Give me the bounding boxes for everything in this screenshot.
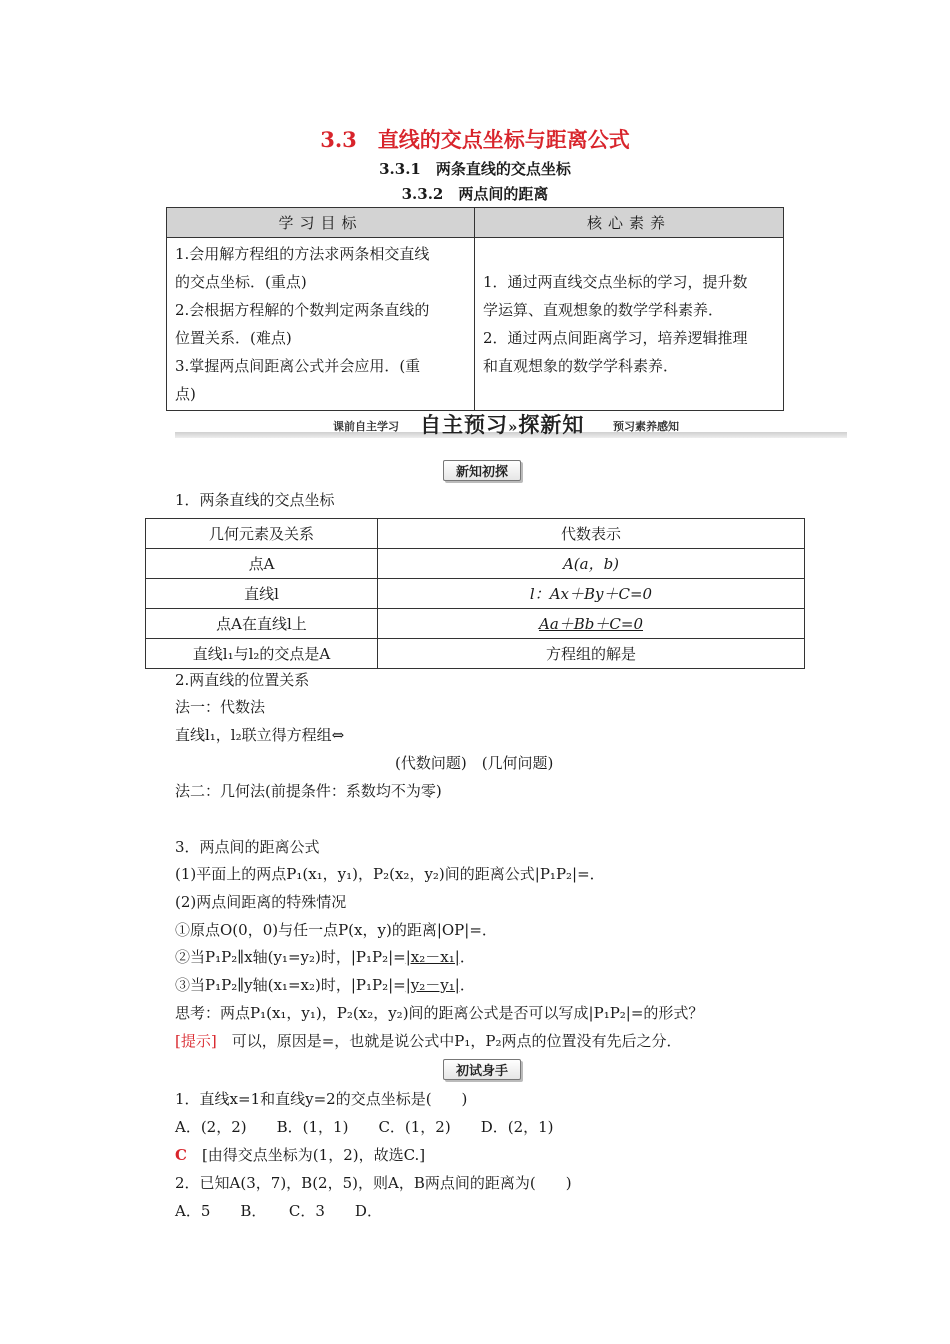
s3-line-4-text: ②当P₁P₂∥x轴(y₁=y₂)时，|P₁P₂|= xyxy=(175,948,406,966)
t1-cell: Aa＋Bb＋C=0 xyxy=(378,609,805,639)
goals-header-right: 核心素养 xyxy=(475,208,784,238)
method-2: 法二：几何法(前提条件：系数均不为零) xyxy=(175,782,442,800)
goals-header-left: 学习目标 xyxy=(167,208,475,238)
goal-line: 1.会用解方程组的方法求两条相交直线 xyxy=(175,245,430,263)
q1-stem: 1．直线x=1和直线y=2的交点坐标是( ) xyxy=(175,1090,468,1108)
literacy-line: 学运算、直观想象的数学学科素养． xyxy=(483,301,724,319)
s3-line-4-answer: |x₂－x₁| xyxy=(405,948,460,966)
s3-line-2: (2)两点间距离的特殊情况 xyxy=(175,893,347,911)
q2-stem: 2．已知A(3，7)，B(2，5)，则A，B两点间的距离为( ) xyxy=(175,1174,572,1192)
literacy-line: 2．通过两点间距离学习，培养逻辑推理 xyxy=(483,329,748,347)
method-1: 法一：代数法 xyxy=(175,698,266,716)
banner-main-text-2: 探新知 xyxy=(518,412,585,437)
s3-line-5 xyxy=(175,975,475,995)
banner-right-label: 预习素养感知 xyxy=(613,420,679,433)
tag-new-knowledge: 新知初探 xyxy=(443,460,521,481)
method-1-text: 直线l₁，l₂联立得方程组⇔ xyxy=(175,726,345,744)
section-1-heading: 1．两条直线的交点坐标 xyxy=(175,491,335,509)
q1-answer: C xyxy=(175,1146,187,1164)
q1-options: A．(2，2) B．(1，1) C．(1，2) D．(2，1) xyxy=(175,1118,554,1136)
t1-cell: 直线l₁与l₂的交点是A xyxy=(146,639,378,669)
banner-title xyxy=(420,409,584,439)
t1-header-right: 代数表示 xyxy=(378,519,805,549)
banner-arrow-icon: » xyxy=(508,418,519,436)
goals-left-cell xyxy=(167,238,475,411)
hint-line xyxy=(175,1031,682,1051)
s3-line-5-end: ． xyxy=(459,976,475,994)
t1-header-left: 几何元素及关系 xyxy=(146,519,378,549)
s3-line-1: (1)平面上的两点P₁(x₁，y₁)，P₂(x₂，y₂)间的距离公式|P₁P₂|=． xyxy=(175,865,605,883)
subtitle-1: 3.3.1 两条直线的交点坐标 xyxy=(379,160,571,178)
goal-line: 点) xyxy=(175,385,196,403)
literacy-line: 1．通过两直线交点坐标的学习，提升数 xyxy=(483,273,748,291)
t1-cell: 方程组的解是 xyxy=(378,639,805,669)
s3-line-5-text: ③当P₁P₂∥y轴(x₁=x₂)时，|P₁P₂|= xyxy=(175,976,406,994)
hint-text: 可以，原因是=，也就是说公式中P₁，P₂两点的位置没有先后之分． xyxy=(216,1032,682,1050)
section-3-heading: 3．两点间的距离公式 xyxy=(175,838,320,856)
tag-first-try: 初试身手 xyxy=(443,1059,521,1080)
t1-cell: l：Ax＋By＋C=0 xyxy=(378,579,805,609)
t1-cell: 点A xyxy=(146,549,378,579)
t1-cell: A(a，b) xyxy=(378,549,805,579)
q1-explain: [由得交点坐标为(1，2)，故选C.] xyxy=(186,1146,426,1164)
s3-line-5-answer: |y₂－y₁| xyxy=(405,976,460,994)
goal-line: 的交点坐标．(重点) xyxy=(175,273,307,291)
q1-answer-line xyxy=(175,1145,425,1165)
q2-options: A．5 B． C．3 D． xyxy=(175,1202,382,1220)
goals-right-cell xyxy=(475,238,784,411)
hint-tag: [提示] xyxy=(175,1032,217,1050)
banner-left-label: 课前自主学习 xyxy=(333,420,399,433)
t1-cell: 直线l xyxy=(146,579,378,609)
intersection-table xyxy=(145,518,805,669)
goal-line: 3.掌握两点间距离公式并会应用．(重 xyxy=(175,357,421,375)
think-question: 思考：两点P₁(x₁，y₁)，P₂(x₂，y₂)间的距离公式是否可以写成|P₁P₂|=的形式？ xyxy=(175,1004,704,1022)
goal-line: 位置关系．(难点) xyxy=(175,329,292,347)
subtitle-2: 3.3.2 两点间的距离 xyxy=(401,185,549,203)
s3-line-4 xyxy=(175,947,475,967)
goal-line: 2.会根据方程解的个数判定两条直线的 xyxy=(175,301,430,319)
page-title: 3.3 直线的交点坐标与距离公式 xyxy=(320,127,630,152)
t1-cell: 点A在直线l上 xyxy=(146,609,378,639)
banner-main-text: 自主预习 xyxy=(420,412,508,437)
literacy-line: 和直观想象的数学学科素养． xyxy=(483,357,679,375)
method-1-paren: (代数问题) (几何问题) xyxy=(395,754,554,772)
s3-line-4-end: ． xyxy=(459,948,475,966)
s3-line-3: ①原点O(0，0)与任一点P(x，y)的距离|OP|=． xyxy=(175,921,497,939)
section-2-heading: 2.两直线的位置关系 xyxy=(175,671,310,689)
goals-table xyxy=(166,207,784,411)
